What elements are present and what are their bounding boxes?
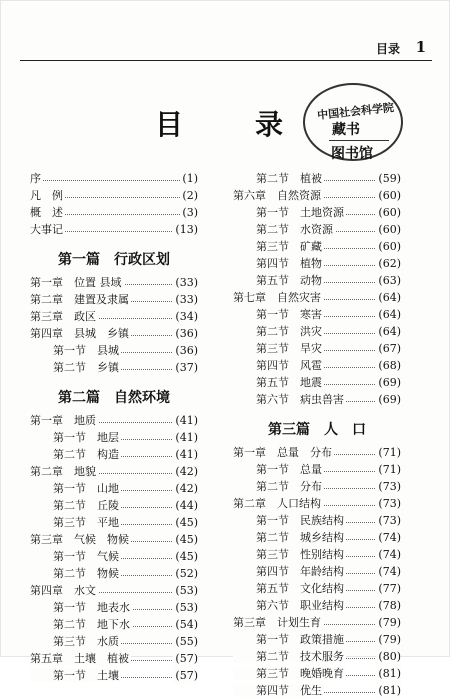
entry-page-number: (52) (175, 567, 198, 580)
toc-section-entry[interactable] (30, 359, 198, 376)
entry-page-number: (80) (378, 650, 401, 663)
toc-section-entry[interactable] (233, 357, 401, 374)
toc-section-entry[interactable] (233, 323, 401, 340)
entry-title: 第四节 风雹 (233, 359, 324, 372)
entry-title: 第一节 地层 (30, 431, 121, 444)
entry-title: 第一节 民族结构 (233, 514, 346, 527)
leader-dots (30, 179, 198, 181)
entry-title: 概 述 (30, 206, 63, 219)
entry-page-number: (34) (175, 310, 198, 323)
entry-page-number: (3) (182, 206, 198, 219)
part-heading: 第二篇 自然环境 (58, 390, 170, 406)
entry-title: 第二节 洪灾 (233, 325, 324, 338)
entry-page-number: (41) (175, 414, 198, 427)
running-header (20, 40, 432, 61)
header-text: 目录 (375, 42, 400, 56)
entry-page-number: (57) (175, 669, 198, 682)
entry-title: 第二节 地下水 (30, 618, 132, 631)
toc-section-entry[interactable] (233, 631, 401, 648)
entry-title: 大事记 (30, 223, 63, 236)
entry-page-number: (69) (378, 376, 401, 389)
toc-section-entry[interactable] (233, 597, 401, 614)
entry-page-number: (44) (175, 499, 198, 512)
toc-chapter-entry[interactable] (233, 495, 401, 512)
entry-page-number: (73) (378, 480, 401, 493)
toc-chapter-entry[interactable] (233, 187, 401, 204)
entry-page-number: (71) (378, 446, 401, 459)
entry-page-number: (78) (378, 599, 401, 612)
toc-chapter-entry[interactable] (30, 274, 198, 291)
entry-page-number: (81) (378, 667, 401, 680)
toc-chapter-entry[interactable] (30, 204, 198, 221)
entry-page-number: (62) (378, 257, 401, 270)
entry-page-number: (45) (175, 516, 198, 529)
entry-title: 第五节 文化结构 (233, 582, 346, 595)
toc-section-entry[interactable] (233, 478, 401, 495)
toc-chapter-entry[interactable] (30, 221, 198, 238)
entry-title: 第一节 土壤 (30, 669, 121, 682)
entry-page-number: (68) (378, 359, 401, 372)
entry-title: 第四章 县城 乡镇 (30, 327, 129, 340)
entry-page-number: (53) (175, 584, 198, 597)
entry-page-number: (33) (175, 293, 198, 306)
entry-title: 第一节 总量 (233, 463, 324, 476)
toc-section-entry[interactable] (30, 599, 198, 616)
toc-section-entry[interactable] (233, 512, 401, 529)
toc-section-entry[interactable] (233, 374, 401, 391)
entry-page-number: (53) (175, 601, 198, 614)
entry-title: 第一章 位置 县域 (30, 276, 122, 289)
entry-page-number: (33) (175, 276, 198, 289)
entry-title: 第四节 优生 (233, 684, 324, 697)
toc-chapter-entry[interactable] (233, 289, 401, 306)
entry-page-number: (45) (175, 550, 198, 563)
entry-title: 第二节 乡镇 (30, 361, 121, 374)
stamp-line-3: 图书馆 (331, 146, 373, 162)
toc-chapter-entry[interactable] (30, 170, 198, 187)
toc-section-entry[interactable] (30, 548, 198, 565)
entry-title: 第三章 气候 物候 (30, 533, 129, 546)
entry-page-number: (73) (378, 497, 401, 510)
entry-title: 第二节 丘陵 (30, 499, 121, 512)
toc-section-entry[interactable] (30, 342, 198, 359)
entry-title: 第二节 城乡结构 (233, 531, 346, 544)
entry-title: 第二节 构造 (30, 448, 121, 461)
entry-title: 第一节 寒害 (233, 308, 324, 321)
entry-page-number: (60) (378, 206, 401, 219)
toc-section-entry[interactable] (233, 255, 401, 272)
entry-page-number: (64) (378, 325, 401, 338)
entry-page-number: (74) (378, 565, 401, 578)
entry-title: 第二节 水资源 (233, 223, 335, 236)
entry-title: 第三章 政区 (30, 310, 96, 323)
toc-section-entry[interactable] (30, 514, 198, 531)
entry-page-number: (41) (175, 448, 198, 461)
library-stamp (303, 83, 403, 161)
entry-title: 第一节 政策措施 (233, 633, 346, 646)
toc-chapter-entry[interactable] (233, 444, 401, 461)
entry-page-number: (36) (175, 327, 198, 340)
toc-left-column (30, 170, 198, 684)
entry-title: 第二章 建置及隶属 (30, 293, 129, 306)
entry-title: 第三节 水质 (30, 635, 121, 648)
entry-title: 第一章 总量 分布 (233, 446, 332, 459)
entry-title: 第五节 动物 (233, 274, 324, 287)
entry-title: 第二章 人口结构 (233, 497, 321, 510)
entry-title: 第三节 性别结构 (233, 548, 346, 561)
entry-page-number: (41) (175, 431, 198, 444)
entry-page-number: (74) (378, 531, 401, 544)
toc-chapter-entry[interactable] (30, 325, 198, 342)
entry-page-number: (60) (378, 189, 401, 202)
entry-page-number: (77) (378, 582, 401, 595)
toc-section-entry[interactable] (233, 546, 401, 563)
entry-title: 第一节 县城 (30, 344, 121, 357)
toc-section-entry[interactable] (233, 391, 401, 408)
entry-title: 第五章 土壤 植被 (30, 652, 129, 665)
entry-title: 第一节 土地资源 (233, 206, 346, 219)
entry-page-number: (13) (175, 223, 198, 236)
entry-page-number: (63) (378, 274, 401, 287)
part-heading: 第一篇 行政区划 (58, 252, 170, 268)
entry-page-number: (45) (175, 533, 198, 546)
entry-page-number: (64) (378, 308, 401, 321)
entry-page-number: (36) (175, 344, 198, 357)
toc-section-entry[interactable] (233, 221, 401, 238)
toc-chapter-entry[interactable] (233, 614, 401, 631)
entry-page-number: (37) (175, 361, 198, 374)
entry-title: 第二节 技术服务 (233, 650, 346, 663)
toc-chapter-entry[interactable] (30, 650, 198, 667)
stamp-divider (329, 140, 389, 141)
entry-page-number: (79) (378, 633, 401, 646)
entry-title: 凡 例 (30, 189, 63, 202)
entry-page-number: (1) (182, 172, 198, 185)
entry-page-number: (60) (378, 223, 401, 236)
toc-section-entry[interactable] (30, 565, 198, 582)
toc-section-entry[interactable] (233, 682, 401, 699)
part-heading: 第三篇 人 口 (268, 422, 366, 438)
entry-title: 第二章 地貌 (30, 465, 96, 478)
entry-page-number: (54) (175, 618, 198, 631)
toc-section-entry[interactable] (30, 429, 198, 446)
toc-chapter-entry[interactable] (30, 412, 198, 429)
toc-section-entry[interactable] (233, 204, 401, 221)
entry-page-number: (81) (378, 684, 401, 697)
entry-page-number: (64) (378, 291, 401, 304)
entry-page-number: (57) (175, 652, 198, 665)
entry-title: 第二节 植被 (233, 172, 324, 185)
entry-title: 第三节 晚婚晚育 (233, 667, 346, 680)
toc-chapter-entry[interactable] (30, 582, 198, 599)
toc-section-entry[interactable] (233, 563, 401, 580)
entry-title: 第三节 旱灾 (233, 342, 324, 355)
toc-section-entry[interactable] (233, 306, 401, 323)
toc-section-entry[interactable] (233, 340, 401, 357)
entry-title: 第六章 自然资源 (233, 189, 321, 202)
entry-title: 第六节 职业结构 (233, 599, 346, 612)
entry-page-number: (73) (378, 514, 401, 527)
entry-title: 序 (30, 172, 41, 185)
entry-title: 第三节 矿藏 (233, 240, 324, 253)
entry-title: 第三节 平地 (30, 516, 121, 529)
entry-page-number: (69) (378, 393, 401, 406)
toc-chapter-entry[interactable] (30, 463, 198, 480)
toc-section-entry[interactable] (233, 272, 401, 289)
entry-page-number: (42) (175, 482, 198, 495)
toc-chapter-entry[interactable] (30, 291, 198, 308)
entry-title: 第四章 水文 (30, 584, 96, 597)
entry-title: 第一节 气候 (30, 550, 121, 563)
entry-page-number: (2) (182, 189, 198, 202)
toc-section-entry[interactable] (30, 667, 198, 684)
toc-section-entry[interactable] (30, 616, 198, 633)
entry-title: 第一节 山地 (30, 482, 121, 495)
entry-title: 第四节 年龄结构 (233, 565, 346, 578)
page-title: 目 录 (155, 108, 306, 141)
entry-page-number: (60) (378, 240, 401, 253)
header-page-number: 1 (415, 38, 426, 56)
entry-page-number: (42) (175, 465, 198, 478)
entry-title: 第六节 病虫兽害 (233, 393, 346, 406)
toc-right-column (233, 170, 401, 699)
entry-title: 第七章 自然灾害 (233, 291, 321, 304)
entry-title: 第四节 植物 (233, 257, 324, 270)
toc-section-entry[interactable] (30, 480, 198, 497)
entry-title: 第五节 地震 (233, 376, 324, 389)
entry-page-number: (67) (378, 342, 401, 355)
entry-page-number: (59) (378, 172, 401, 185)
entry-page-number: (74) (378, 548, 401, 561)
entry-title: 第一章 地质 (30, 414, 96, 427)
toc-section-entry[interactable] (233, 461, 401, 478)
toc-section-entry[interactable] (233, 529, 401, 546)
entry-title: 第二节 物候 (30, 567, 121, 580)
toc-chapter-entry[interactable] (30, 308, 198, 325)
toc-section-entry[interactable] (233, 170, 401, 187)
toc-section-entry[interactable] (233, 580, 401, 597)
entry-page-number: (55) (175, 635, 198, 648)
entry-title: 第三章 计划生育 (233, 616, 321, 629)
stamp-line-2: 藏书 (332, 122, 360, 138)
entry-title: 第二节 分布 (233, 480, 324, 493)
entry-page-number: (79) (378, 616, 401, 629)
toc-chapter-entry[interactable] (30, 187, 198, 204)
toc-section-entry[interactable] (30, 497, 198, 514)
toc-section-entry[interactable] (30, 633, 198, 650)
toc-section-entry[interactable] (30, 446, 198, 463)
entry-page-number: (71) (378, 463, 401, 476)
toc-section-entry[interactable] (233, 238, 401, 255)
entry-title: 第一节 地表水 (30, 601, 132, 614)
toc-chapter-entry[interactable] (30, 531, 198, 548)
toc-section-entry[interactable] (233, 665, 401, 682)
stamp-line-1: 中国社会科学院 (316, 101, 395, 122)
